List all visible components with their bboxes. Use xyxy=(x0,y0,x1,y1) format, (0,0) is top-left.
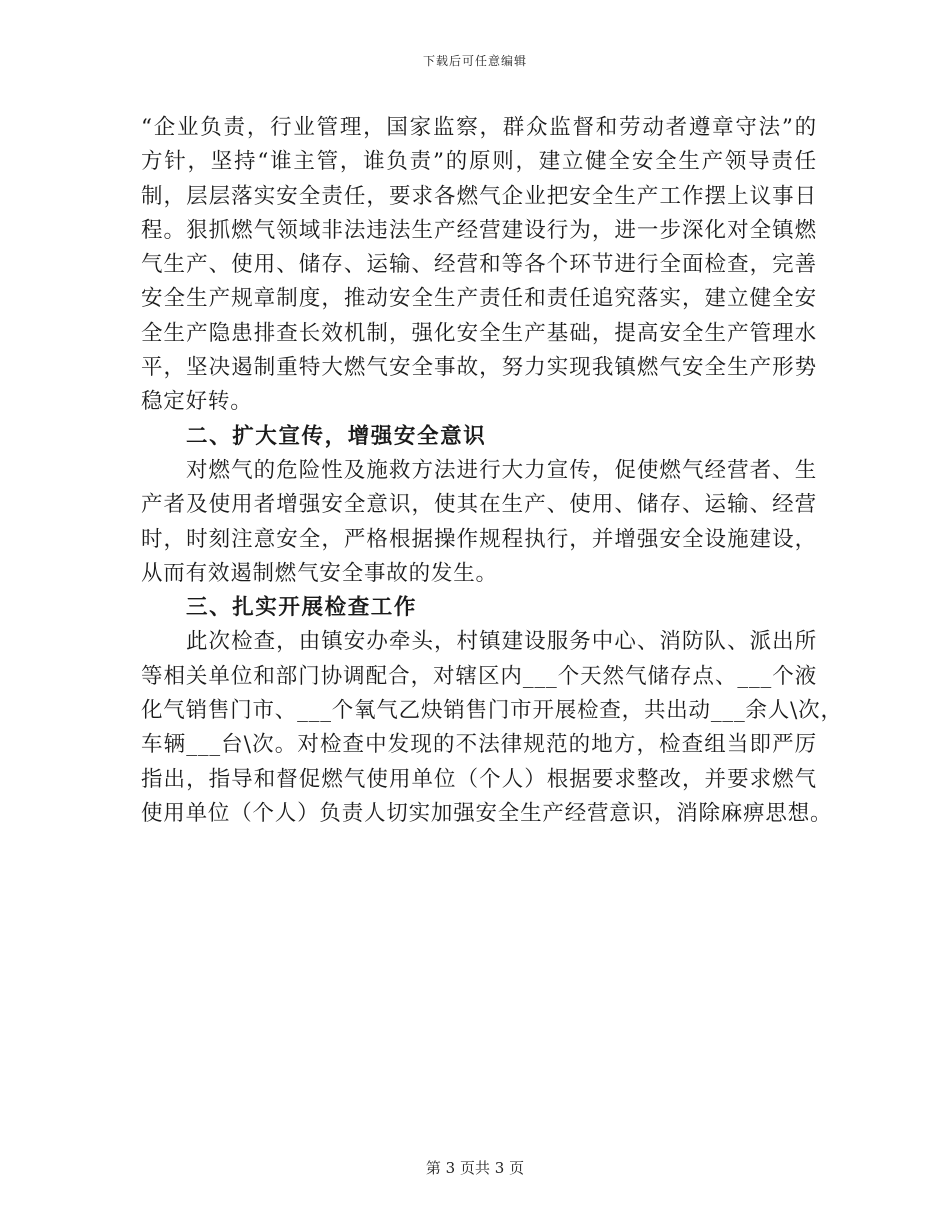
text-line: 化气销售门市、___个氧气乙炔销售门市开展检查，共出动___余人\次， xyxy=(141,698,843,724)
text-line: 对燃气的危险性及施救方法进行大力宣传，促使燃气经营者、生 xyxy=(186,457,817,483)
page-header-note: 下载后可任意编辑 xyxy=(422,54,527,68)
text-line: 平，坚决遏制重特大燃气安全事故，努力实现我镇燃气安全生产形势 xyxy=(141,355,817,381)
text-line: 车辆___台\次。对检查中发现的不法律规范的地方，检查组当即严厉 xyxy=(141,732,817,758)
document-body xyxy=(141,111,843,831)
section-heading-publicity: 二、扩大宣传，增强安全意识 xyxy=(186,423,487,449)
text-line: 使用单位（个人）负责人切实加强安全生产经营意识，消除麻痹思想。 xyxy=(141,800,833,826)
text-line: 方针，坚持“谁主管，谁负责”的原则，建立健全安全生产领导责任 xyxy=(141,149,817,175)
text-line: 气生产、使用、储存、运输、经营和等各个环节进行全面检查，完善 xyxy=(141,252,817,278)
text-line: 全生产隐患排查长效机制，强化安全生产基础，提高安全生产管理水 xyxy=(141,320,817,346)
text-line: 从而有效遏制燃气安全事故的发生。 xyxy=(141,560,498,586)
section-heading-inspection: 三、扎实开展检查工作 xyxy=(186,595,418,621)
text-line: 制，层层落实安全责任，要求各燃气企业把安全生产工作摆上议事日 xyxy=(141,183,817,209)
text-line: 程。狠抓燃气领域非法违法生产经营建设行为，进一步深化对全镇燃 xyxy=(141,217,817,243)
text-line: 产者及使用者增强安全意识，使其在生产、使用、储存、运输、经营 xyxy=(141,492,817,518)
text-line: 安全生产规章制度，推动安全生产责任和责任追究落实，建立健全安 xyxy=(141,286,817,312)
text-line: “企业负责，行业管理，国家监察，群众监督和劳动者遵章守法”的 xyxy=(141,115,817,140)
text-line: 等相关单位和部门协调配合，对辖区内___个天然气储存点、___个液 xyxy=(141,663,817,689)
text-line: 稳定好转。 xyxy=(141,389,253,415)
text-line: 指出，指导和督促燃气使用单位（个人）根据要求整改，并要求燃气 xyxy=(141,766,817,792)
text-line: 此次检查，由镇安办牵头，村镇建设服务中心、消防队、派出所 xyxy=(186,629,817,655)
text-line: 时，时刻注意安全，严格根据操作规程执行，并增强安全设施建设， xyxy=(141,526,817,552)
page-number: 第 3 页共 3 页 xyxy=(425,1159,525,1177)
